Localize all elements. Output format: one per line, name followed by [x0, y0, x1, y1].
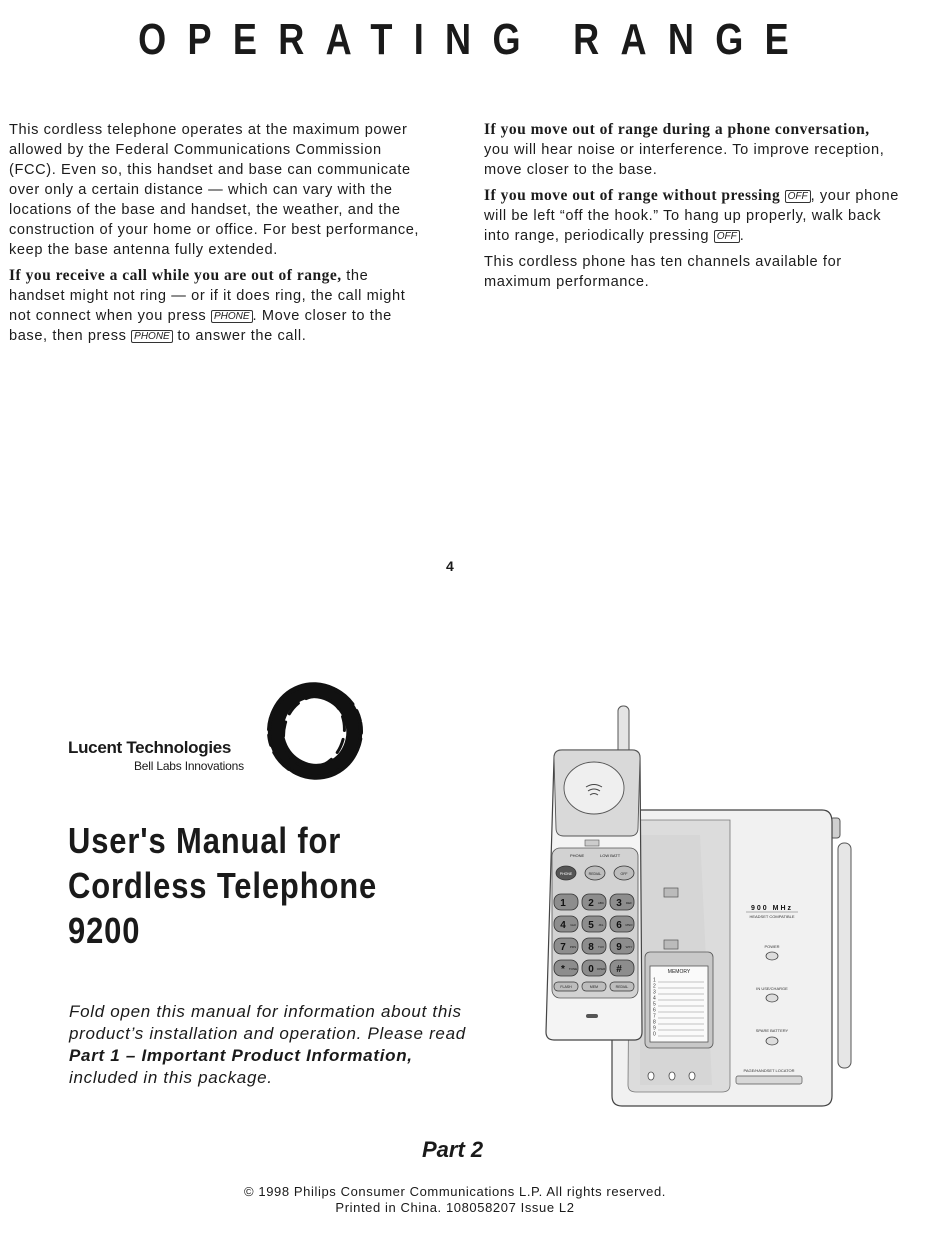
- cordless-phone-illustration: [540, 700, 860, 1110]
- phone-key-label: PHONE: [211, 310, 253, 323]
- print-info-line: Printed in China. 108058207 Issue L2: [335, 1200, 575, 1215]
- handset-function-key: [585, 866, 605, 880]
- base-brand: 900 MHz: [750, 905, 794, 912]
- svg-text:DEF: DEF: [626, 901, 632, 905]
- memory-slot-number: 8: [653, 1019, 656, 1026]
- range-paragraph-4: [484, 186, 899, 246]
- svg-text:7: 7: [560, 942, 566, 953]
- manual-title-line: User's Manual for: [68, 820, 342, 861]
- off-key-label: OFF: [785, 190, 811, 203]
- svg-text:REDIAL: REDIAL: [588, 872, 602, 876]
- range-paragraph-5: This cordless phone has ten channels available for maximum performance.: [484, 254, 842, 290]
- range-paragraph-3: [484, 120, 899, 180]
- innovation-ring-logo-icon: [262, 680, 368, 782]
- range-lead-3: If you move out of range without pressing: [484, 187, 785, 204]
- svg-text:*: *: [561, 964, 565, 975]
- svg-text:ABC: ABC: [597, 901, 605, 905]
- keypad-key: [610, 894, 634, 910]
- keypad-key: [554, 960, 578, 976]
- keypad-key: [582, 894, 606, 910]
- handset-function-key: [614, 866, 634, 880]
- phone-handset: [546, 750, 642, 1040]
- handset-bottom-key: [582, 982, 606, 991]
- range-text-4b: .: [739, 228, 745, 244]
- svg-text:5: 5: [588, 920, 594, 931]
- keypad-key: [610, 916, 634, 932]
- handset-phone-label: PHONE: [570, 853, 585, 858]
- page-number: 4: [446, 558, 454, 574]
- keypad-key: [554, 894, 578, 910]
- svg-text:WXY: WXY: [625, 945, 633, 949]
- range-text-2b: . Move closer to the base, then press: [9, 308, 392, 344]
- svg-text:#: #: [616, 964, 622, 975]
- svg-text:0: 0: [588, 964, 594, 975]
- svg-text:1: 1: [560, 898, 566, 909]
- fold-note-text: included in this package.: [69, 1068, 273, 1087]
- keypad-key: [582, 938, 606, 954]
- range-paragraph-2: [9, 266, 421, 346]
- svg-text:8: 8: [588, 942, 594, 953]
- memory-slot-number: 3: [653, 989, 656, 996]
- range-text-4a: , your phone will be left “off the hook.” To hang up properly, walk back into range, periodically pressing: [484, 188, 899, 244]
- section-title: OPERATING RANGE: [138, 15, 811, 64]
- handset-function-key: [556, 866, 576, 880]
- range-lead-1: If you receive a call while you are out of range,: [9, 267, 342, 284]
- locator-label: PAGE/HANDSET LOCATOR: [743, 1068, 795, 1073]
- memory-card-label: MEMORY: [667, 969, 691, 975]
- phone-base: [612, 810, 832, 1106]
- range-text-3: you will hear noise or interference. To improve reception, move closer to the base.: [484, 142, 885, 178]
- footer: [0, 1184, 910, 1216]
- range-text-2a: the handset might not ring — or if it does ring, the call might not connect when you press: [9, 268, 406, 324]
- svg-text:OFF: OFF: [620, 872, 628, 876]
- off-key-label: OFF: [714, 230, 740, 243]
- svg-text:PHONE: PHONE: [559, 872, 573, 876]
- svg-text:MEM: MEM: [589, 985, 599, 989]
- memory-slot-number: 1: [653, 977, 656, 984]
- memory-slot-number: 2: [653, 983, 656, 990]
- fold-note: [69, 1001, 469, 1089]
- base-antenna-icon: [830, 818, 851, 1068]
- company-name: Lucent Technologies: [68, 738, 232, 757]
- manual-title-line: 9200: [68, 910, 141, 951]
- svg-text:TUV: TUV: [598, 945, 604, 949]
- charge-indicator-label: IN USE/CHARGE: [756, 986, 788, 991]
- svg-text:4: 4: [560, 920, 566, 931]
- keypad-key: [582, 960, 606, 976]
- power-indicator-label: POWER: [764, 944, 780, 949]
- svg-text:JKL: JKL: [598, 923, 604, 927]
- fold-note-bold: Part 1 – Important Product Information,: [69, 1046, 413, 1065]
- svg-text:TONE: TONE: [568, 967, 578, 971]
- memory-slot-number: 0: [653, 1031, 656, 1038]
- company-tagline: Bell Labs Innovations: [134, 759, 244, 773]
- range-text-2c: to answer the call.: [172, 328, 307, 344]
- keypad-key: [582, 916, 606, 932]
- keypad-key: [610, 960, 634, 976]
- memory-slot-number: 9: [653, 1025, 656, 1032]
- phone-key-label: PHONE: [131, 330, 173, 343]
- svg-text:FLASH: FLASH: [560, 985, 572, 989]
- svg-text:2: 2: [588, 898, 594, 909]
- left-column: [9, 120, 421, 352]
- base-brand-sub: HEADSET COMPATIBLE: [749, 914, 795, 919]
- fold-note-text: Fold open this manual for information about this product’s installation and operation. Please read: [69, 1002, 466, 1043]
- svg-text:6: 6: [616, 920, 622, 931]
- handset-bottom-key: [610, 982, 634, 991]
- memory-slot-number: 4: [653, 995, 656, 1002]
- handset-bottom-key: [554, 982, 578, 991]
- svg-text:PRS: PRS: [569, 945, 577, 949]
- svg-text:9: 9: [616, 942, 622, 953]
- svg-text:REDIAL: REDIAL: [615, 985, 629, 989]
- keypad-key: [554, 916, 578, 932]
- range-lead-2: If you move out of range during a phone conversation,: [484, 121, 870, 138]
- keypad-key: [554, 938, 578, 954]
- spare-battery-label: SPARE BATTERY: [755, 1028, 789, 1033]
- part-label: Part 2: [422, 1137, 484, 1162]
- svg-text:MNO: MNO: [625, 923, 633, 927]
- memory-slot-number: 7: [653, 1013, 656, 1020]
- handset-lowbatt-label: LOW BATT: [600, 853, 621, 858]
- right-column: [484, 120, 899, 298]
- svg-text:3: 3: [616, 898, 622, 909]
- keypad-key: [610, 938, 634, 954]
- svg-text:GHI: GHI: [570, 923, 576, 927]
- memory-slot-number: 5: [653, 1001, 656, 1008]
- svg-text:OPER: OPER: [596, 967, 606, 971]
- manual-title: [68, 818, 377, 953]
- copyright-line: © 1998 Philips Consumer Communications L.P. All rights reserved.: [243, 1184, 667, 1199]
- range-paragraph-1: This cordless telephone operates at the maximum power allowed by the Federal Communications Commission (FCC). Even so, this handset and base can communicate over only a certain distance — which can vary with the locations of the base and handset, the weather, and the construction of your home or office. For best performance, keep the base antenna fully extended.: [9, 122, 420, 258]
- manual-title-line: Cordless Telephone: [68, 865, 378, 906]
- memory-slot-number: 6: [653, 1007, 656, 1014]
